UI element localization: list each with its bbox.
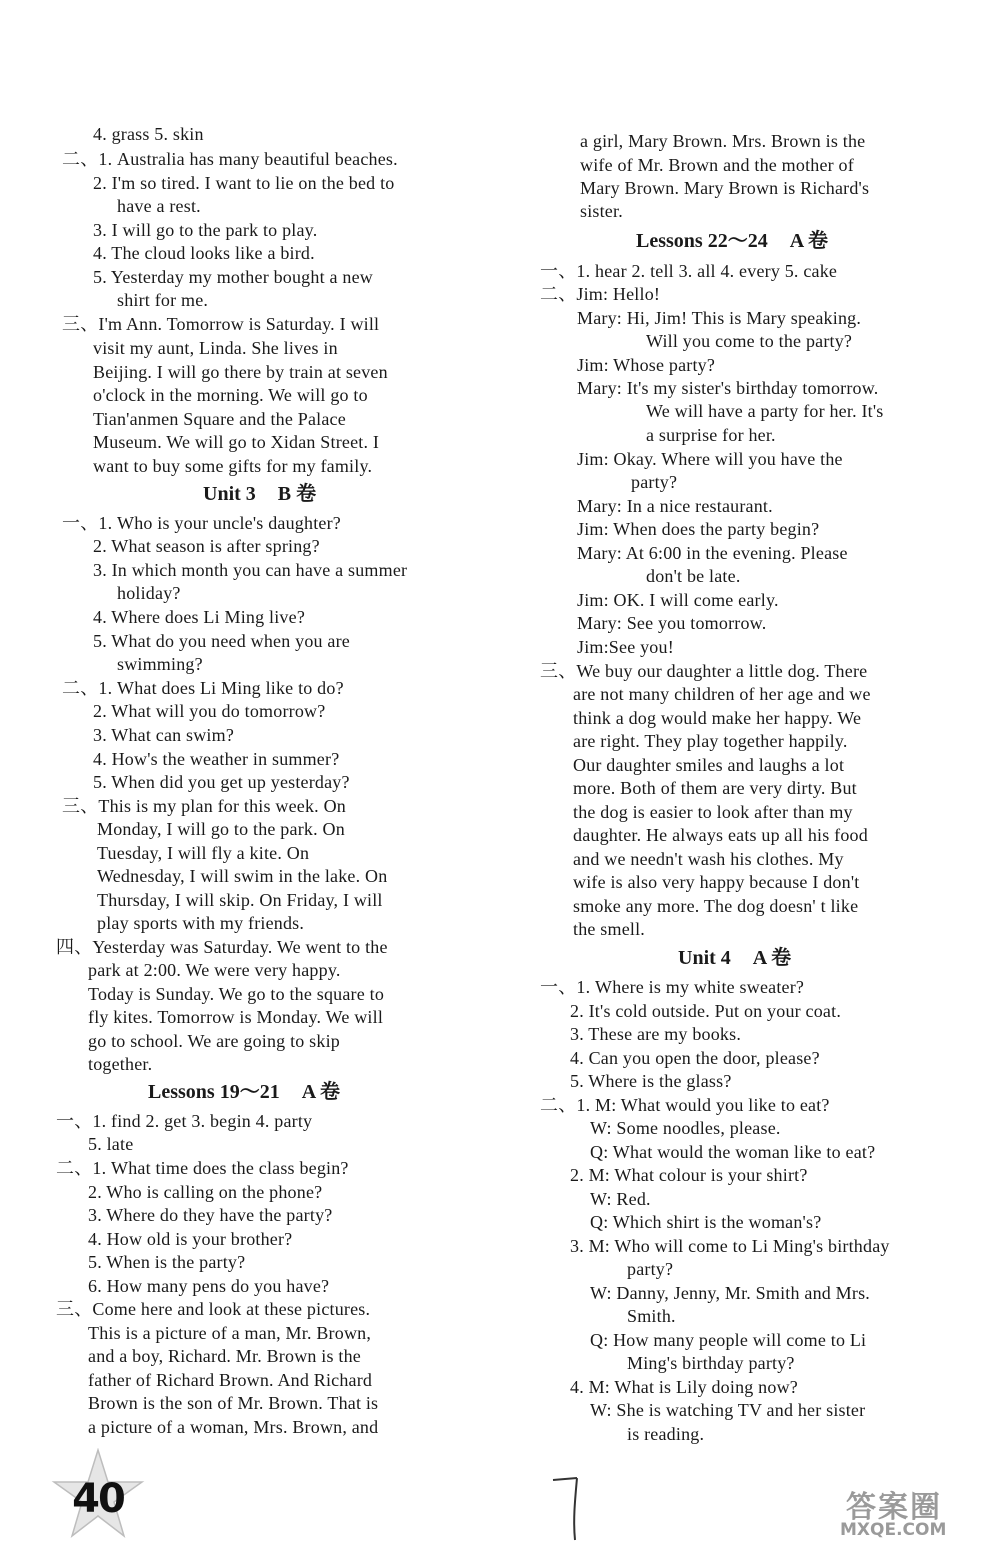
text-line: Mary: At 6:00 in the evening. Please [577, 543, 848, 563]
watermark-logo-text: 答案圈 [846, 1490, 942, 1525]
text-line: smoke any more. The dog doesn' t like [573, 896, 859, 916]
text-line: Our daughter smiles and laughs a lot [573, 755, 845, 775]
text-line: have a rest. [117, 196, 201, 216]
text-line: Today is Sunday. We go to the square to [88, 984, 385, 1004]
text-line: 4. How's the weather in summer? [93, 749, 340, 769]
text-line: Mary: In a nice restaurant. [577, 496, 773, 516]
text-line: Q: How many people will come to Li [590, 1330, 867, 1350]
heading-book: A 卷 [789, 230, 829, 252]
text-line: are right. They play together happily. [573, 731, 848, 751]
heading-title: Unit 4 [678, 947, 731, 969]
text-line: We will have a party for her. It's [646, 401, 884, 421]
text-line: 5. Yesterday my mother bought a new [93, 267, 373, 287]
text-line: swimming? [117, 654, 203, 674]
text-line: 2. What will you do tomorrow? [93, 701, 326, 721]
heading-title: Lessons 19～21 [148, 1081, 280, 1103]
section-heading [678, 946, 791, 970]
text-line: fly kites. Tomorrow is Monday. We will [88, 1007, 384, 1027]
text-line: 3. M: Who will come to Li Ming's birthday [570, 1236, 890, 1256]
heading-title: Unit 3 [203, 483, 256, 505]
text-line: father of Richard Brown. And Richard [88, 1370, 373, 1390]
text-line: Jim:See you! [577, 637, 674, 657]
text-line: Monday, I will go to the park. On [97, 819, 345, 839]
text-line: 5. late [88, 1134, 134, 1154]
text-line: sister. [580, 201, 623, 221]
text-line: don't be late. [646, 566, 741, 586]
text-line: Mary: Hi, Jim! This is Mary speaking. [577, 308, 862, 328]
watermark-url: MXQE.COM [840, 1520, 947, 1540]
text-line: Thursday, I will skip. On Friday, I will [97, 890, 383, 910]
text-line: daughter. He always eats up all his food [573, 825, 868, 845]
text-line: Smith. [627, 1306, 676, 1326]
text-line: 二、Jim: Hello! [540, 284, 661, 304]
text-line: W: She is watching TV and her sister [590, 1400, 866, 1420]
text-line: 二、1. M: What would you like to eat? [540, 1095, 830, 1115]
text-line: wife is also very happy because I don't [573, 872, 860, 892]
text-line: shirt for me. [117, 290, 209, 310]
text-line: 2. I'm so tired. I want to lie on the bed to [93, 173, 395, 193]
text-line: the smell. [573, 919, 645, 939]
watermark-logo [840, 1482, 990, 1546]
text-line: 一、1. Who is your uncle's daughter? [62, 513, 341, 533]
handwritten-mark-icon [545, 1470, 595, 1545]
text-line: 5. When did you get up yesterday? [93, 772, 350, 792]
text-line: is reading. [627, 1424, 705, 1444]
text-line: 4. Where does Li Ming live? [93, 607, 306, 627]
text-line: 5. When is the party? [88, 1252, 246, 1272]
heading-title: Lessons 22～24 [636, 230, 768, 252]
text-line: Jim: Okay. Where will you have the [577, 449, 843, 469]
text-line: want to buy some gifts for my family. [93, 456, 373, 476]
text-line: 三、This is my plan for this week. On [62, 796, 346, 816]
text-line: more. Both of them are very dirty. But [573, 778, 857, 798]
text-line: 3. These are my books. [570, 1024, 742, 1044]
text-line: Q: What would the woman like to eat? [590, 1142, 876, 1162]
text-line: are not many children of her age and we [573, 684, 871, 704]
text-line: together. [88, 1054, 153, 1074]
text-line: Mary: See you tomorrow. [577, 613, 767, 633]
section-heading [636, 229, 828, 253]
text-line: a surprise for her. [646, 425, 776, 445]
text-line: Jim: Whose party? [577, 355, 716, 375]
text-line: Brown is the son of Mr. Brown. That is [88, 1393, 379, 1413]
text-line: 一、1. hear 2. tell 3. all 4. every 5. cake [540, 261, 838, 281]
text-line: 3. In which month you can have a summer [93, 560, 408, 580]
text-line: 一、1. Where is my white sweater? [540, 977, 805, 997]
text-line: think a dog would make her happy. We [573, 708, 862, 728]
text-line: 4. Can you open the door, please? [570, 1048, 820, 1068]
text-line: 四、Yesterday was Saturday. We went to the [56, 937, 388, 957]
text-line: 4. How old is your brother? [88, 1229, 293, 1249]
text-line: 三、I'm Ann. Tomorrow is Saturday. I will [62, 314, 380, 334]
text-line: and a boy, Richard. Mr. Brown is the [88, 1346, 361, 1366]
text-line: W: Red. [590, 1189, 651, 1209]
text-line: 5. Where is the glass? [570, 1071, 732, 1091]
heading-book: A 卷 [301, 1081, 341, 1103]
text-line: 二、1. What does Li Ming like to do? [62, 678, 344, 698]
text-line: visit my aunt, Linda. She lives in [93, 338, 338, 358]
text-line: Jim: When does the party begin? [577, 519, 820, 539]
text-line: This is a picture of a man, Mr. Brown, [88, 1323, 372, 1343]
text-line: party? [631, 472, 678, 492]
text-line: 5. What do you need when you are [93, 631, 350, 651]
text-line: park at 2:00. We were very happy. [88, 960, 341, 980]
text-line: 2. What season is after spring? [93, 536, 320, 556]
text-line: 2. M: What colour is your shirt? [570, 1165, 808, 1185]
text-line: Ming's birthday party? [627, 1353, 795, 1373]
section-heading [148, 1080, 340, 1104]
text-line: 3. Where do they have the party? [88, 1205, 333, 1225]
text-line: 3. What can swim? [93, 725, 235, 745]
text-line: W: Danny, Jenny, Mr. Smith and Mrs. [590, 1283, 870, 1303]
text-line: play sports with my friends. [97, 913, 305, 933]
text-line: Museum. We will go to Xidan Street. I [93, 432, 380, 452]
text-line: wife of Mr. Brown and the mother of [580, 155, 854, 175]
page-number: 40 [72, 1476, 124, 1522]
text-line: Will you come to the party? [646, 331, 853, 351]
text-line: and we needn't wash his clothes. My [573, 849, 844, 869]
text-line: 4. M: What is Lily doing now? [570, 1377, 798, 1397]
heading-book: B 卷 [277, 483, 317, 505]
text-line: W: Some noodles, please. [590, 1118, 781, 1138]
text-line: Wednesday, I will swim in the lake. On [97, 866, 388, 886]
text-line: 4. The cloud looks like a bird. [93, 243, 315, 263]
page-number-badge [50, 1448, 146, 1544]
text-line: Beijing. I will go there by train at seven [93, 362, 388, 382]
text-line: Jim: OK. I will come early. [577, 590, 779, 610]
text-line: 6. How many pens do you have? [88, 1276, 330, 1296]
text-line: 一、1. find 2. get 3. begin 4. party [56, 1111, 313, 1131]
text-line: party? [627, 1259, 674, 1279]
text-line: Mary: It's my sister's birthday tomorrow. [577, 378, 879, 398]
text-line: o'clock in the morning. We will go to [93, 385, 368, 405]
text-line: holiday? [117, 583, 181, 603]
text-line: the dog is easier to look after than my [573, 802, 853, 822]
heading-book: A 卷 [752, 947, 792, 969]
text-line: a girl, Mary Brown. Mrs. Brown is the [580, 131, 866, 151]
text-line: Q: Which shirt is the woman's? [590, 1212, 822, 1232]
text-line: 二、1. Australia has many beautiful beaches. [62, 149, 398, 169]
text-line: 三、Come here and look at these pictures. [56, 1299, 371, 1319]
text-line: go to school. We are going to skip [88, 1031, 340, 1051]
text-line: Mary Brown. Mary Brown is Richard's [580, 178, 870, 198]
text-line: Tian'anmen Square and the Palace [93, 409, 346, 429]
section-heading [203, 482, 316, 506]
text-line: 4. grass 5. skin [93, 124, 204, 144]
text-line: 2. Who is calling on the phone? [88, 1182, 323, 1202]
text-line: a picture of a woman, Mrs. Brown, and [88, 1417, 379, 1437]
text-line: 2. It's cold outside. Put on your coat. [570, 1001, 842, 1021]
text-line: 三、We buy our daughter a little dog. There [540, 661, 868, 681]
text-line: 3. I will go to the park to play. [93, 220, 318, 240]
text-line: Tuesday, I will fly a kite. On [97, 843, 310, 863]
text-line: 二、1. What time does the class begin? [56, 1158, 349, 1178]
